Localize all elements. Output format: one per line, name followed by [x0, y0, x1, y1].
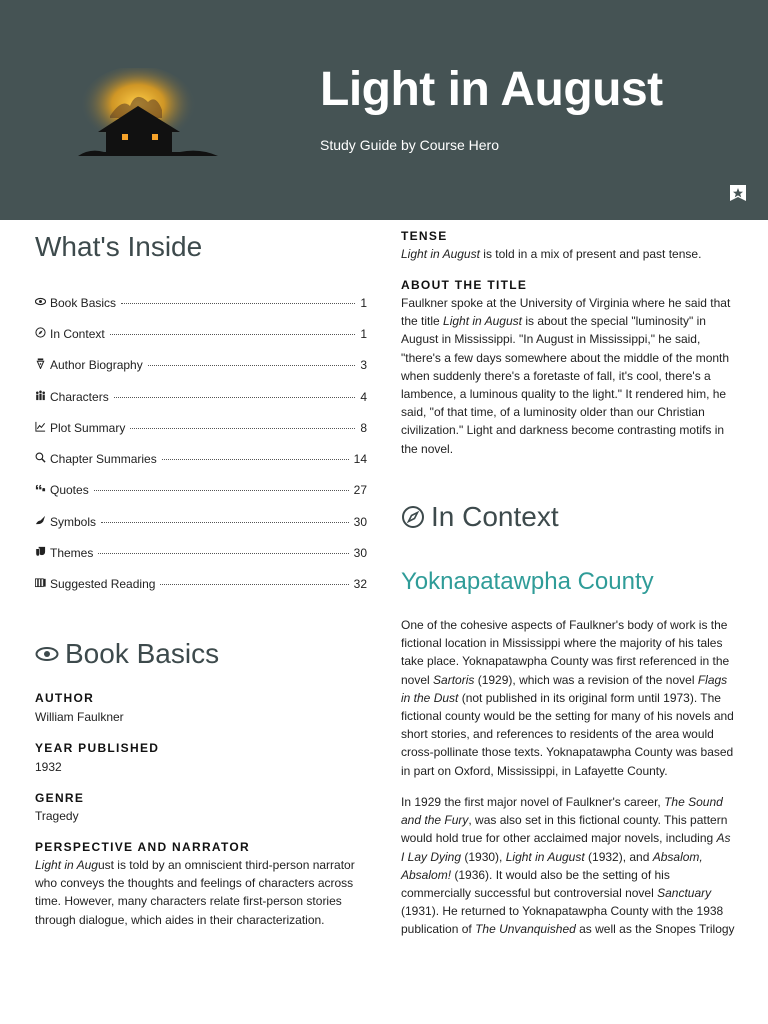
toc-item-author-biography[interactable]	[35, 358, 367, 376]
perspective-label: PERSPECTIVE AND NARRATOR	[35, 840, 250, 854]
text-run: (1936). It would also be the setting of his commercially successful but controversial novel	[401, 867, 670, 901]
pen-nib-icon	[35, 358, 49, 369]
books-icon	[35, 577, 49, 588]
italic-title: Light in August	[401, 247, 480, 261]
text-run: , was also set in this fictional county. This pattern would hold true for other acclaimed major novels, including	[401, 813, 728, 846]
toc-item-book-basics[interactable]	[35, 296, 367, 314]
compass-icon	[401, 505, 425, 529]
text-run: ust is told by an omniscient third-person narrator who conveys the thoughts and feelings of characters across time. However, many characters relate first-person stories through dialogue, which aides in their characterization.	[35, 858, 355, 927]
masks-icon	[35, 546, 49, 557]
bird-icon	[35, 515, 49, 526]
context-paragraph-2	[401, 793, 736, 939]
italic-title: Light in Aug	[35, 858, 98, 872]
toc-page-number: 1	[360, 327, 367, 341]
eye-icon	[35, 296, 49, 307]
text-run: (not published in its original form until 1973). The fictional county would be the setting for many of his novels and short stories, and references to residents of the area would cross-pollinate those texts. Yoknapatawpha County was based in part on Oxford, Mississippi, in Lafayette County.	[401, 690, 734, 778]
toc-label: Characters	[50, 390, 109, 404]
tense-text	[401, 245, 736, 263]
text-run: Faulkner spoke at the University of Virginia where he said that the title	[401, 296, 731, 329]
in-context-heading	[401, 501, 559, 533]
toc-page-number: 14	[353, 452, 367, 466]
magnifier-icon	[35, 452, 49, 463]
italic-title: As I Lay Dying	[401, 831, 731, 864]
chart-icon	[35, 421, 49, 432]
toc-leader-dots	[110, 334, 356, 335]
tense-label: TENSE	[401, 229, 448, 243]
italic-title: The Sound and the Fury	[401, 795, 723, 828]
toc-leader-dots	[94, 490, 349, 491]
house-glow-illustration	[70, 68, 230, 168]
toc-label: Quotes	[50, 483, 89, 497]
perspective-text	[35, 856, 360, 929]
text-run: is about the special "luminosity" in August in Mississippi. "In August in Mississippi," he said, "there's a few days somewhere about the middle of the month when suddenly there's a foretaste of fall, it's cool, there's a lambence, a luminous quality to the light." It rendered him, he said, "of that time, of a luminosity older than our Christian civilization." Light and darkness become contrasting motifs in the novel.	[401, 314, 730, 456]
toc-item-symbols[interactable]	[35, 515, 367, 533]
toc-label: Book Basics	[50, 296, 117, 310]
book-basics-heading-text: Book Basics	[65, 638, 220, 669]
toc-leader-dots	[130, 428, 355, 429]
italic-title: Sanctuary	[657, 886, 712, 901]
genre-label: GENRE	[35, 791, 85, 805]
toc-item-themes[interactable]	[35, 546, 367, 564]
italic-title: Flags in the Dust	[401, 672, 728, 705]
about-title-label: ABOUT THE TITLE	[401, 278, 528, 292]
course-hero-bookmark-icon[interactable]	[728, 183, 748, 203]
toc-leader-dots	[114, 397, 356, 398]
text-run: (1930),	[461, 849, 506, 864]
about-title-text	[401, 294, 736, 458]
context-paragraph-1	[401, 616, 736, 780]
toc-item-plot-summary[interactable]	[35, 421, 367, 439]
text-run: One of the cohesive aspects of Faulkner's body of work is the fictional location in Mississippi where the majority of his tales take place. Yoknapatawpha County was first referenced in the novel	[401, 618, 730, 687]
toc-label: In Context	[50, 327, 105, 341]
toc-label: Chapter Summaries	[50, 452, 157, 466]
toc-page-number: 30	[353, 515, 367, 529]
toc-label: Themes	[50, 546, 94, 560]
toc-page-number: 8	[360, 421, 367, 435]
toc-item-quotes[interactable]	[35, 483, 367, 501]
eye-icon	[35, 646, 59, 662]
in-context-heading-text: In Context	[431, 501, 559, 532]
toc-leader-dots	[121, 303, 355, 304]
text-run: is told in a mix of present and past tense.	[479, 247, 702, 261]
toc-leader-dots	[162, 459, 349, 460]
italic-title: Light in August	[505, 849, 585, 864]
toc-page-number: 1	[360, 296, 367, 310]
compass-icon	[35, 327, 49, 338]
author-label: AUTHOR	[35, 691, 95, 705]
toc-item-characters[interactable]	[35, 390, 367, 408]
book-subtitle: Study Guide by Course Hero	[320, 137, 499, 153]
quote-icon	[35, 483, 49, 494]
header-banner	[0, 0, 768, 220]
toc-page-number: 27	[353, 483, 367, 497]
book-title: Light in August	[320, 63, 663, 116]
toc-page-number: 32	[353, 577, 367, 591]
italic-title: Absalom, Absalom!	[401, 849, 703, 882]
toc-label: Plot Summary	[50, 421, 126, 435]
toc-leader-dots	[148, 365, 356, 366]
toc-leader-dots	[101, 522, 349, 523]
toc-leader-dots	[98, 553, 348, 554]
toc-item-chapter-summaries[interactable]	[35, 452, 367, 470]
genre-value: Tragedy	[35, 809, 79, 823]
toc-label: Symbols	[50, 515, 97, 529]
text-run: as well as the Snopes Trilogy	[575, 922, 735, 937]
text-run: In 1929 the first major novel of Faulkner's career,	[401, 795, 665, 809]
year-published-value: 1932	[35, 760, 62, 774]
text-run: (1932), and	[584, 849, 653, 864]
yoknapatawpha-subheading: Yoknapatawpha County	[401, 568, 654, 595]
book-basics-heading	[35, 638, 219, 670]
italic-title: Light in August	[443, 314, 522, 329]
author-value: William Faulkner	[35, 710, 124, 724]
italic-title: Sartoris	[433, 672, 475, 687]
toc-page-number: 30	[353, 546, 367, 560]
text-run: (1929), which was a revision of the novel	[474, 672, 698, 687]
text-run: (1931). He returned to Yoknapatawpha County with the 1938 publication of	[401, 904, 724, 937]
people-icon	[35, 390, 49, 401]
toc-label: Author Biography	[50, 358, 143, 372]
italic-title: The Unvanquished	[475, 922, 576, 937]
toc-item-suggested-reading[interactable]	[35, 577, 367, 595]
toc-item-in-context[interactable]	[35, 327, 367, 345]
toc-page-number: 3	[360, 358, 367, 372]
toc-label: Suggested Reading	[50, 577, 156, 591]
year-published-label: YEAR PUBLISHED	[35, 741, 160, 755]
toc-leader-dots	[160, 584, 348, 585]
whats-inside-heading: What's Inside	[35, 231, 203, 262]
toc-page-number: 4	[360, 390, 367, 404]
